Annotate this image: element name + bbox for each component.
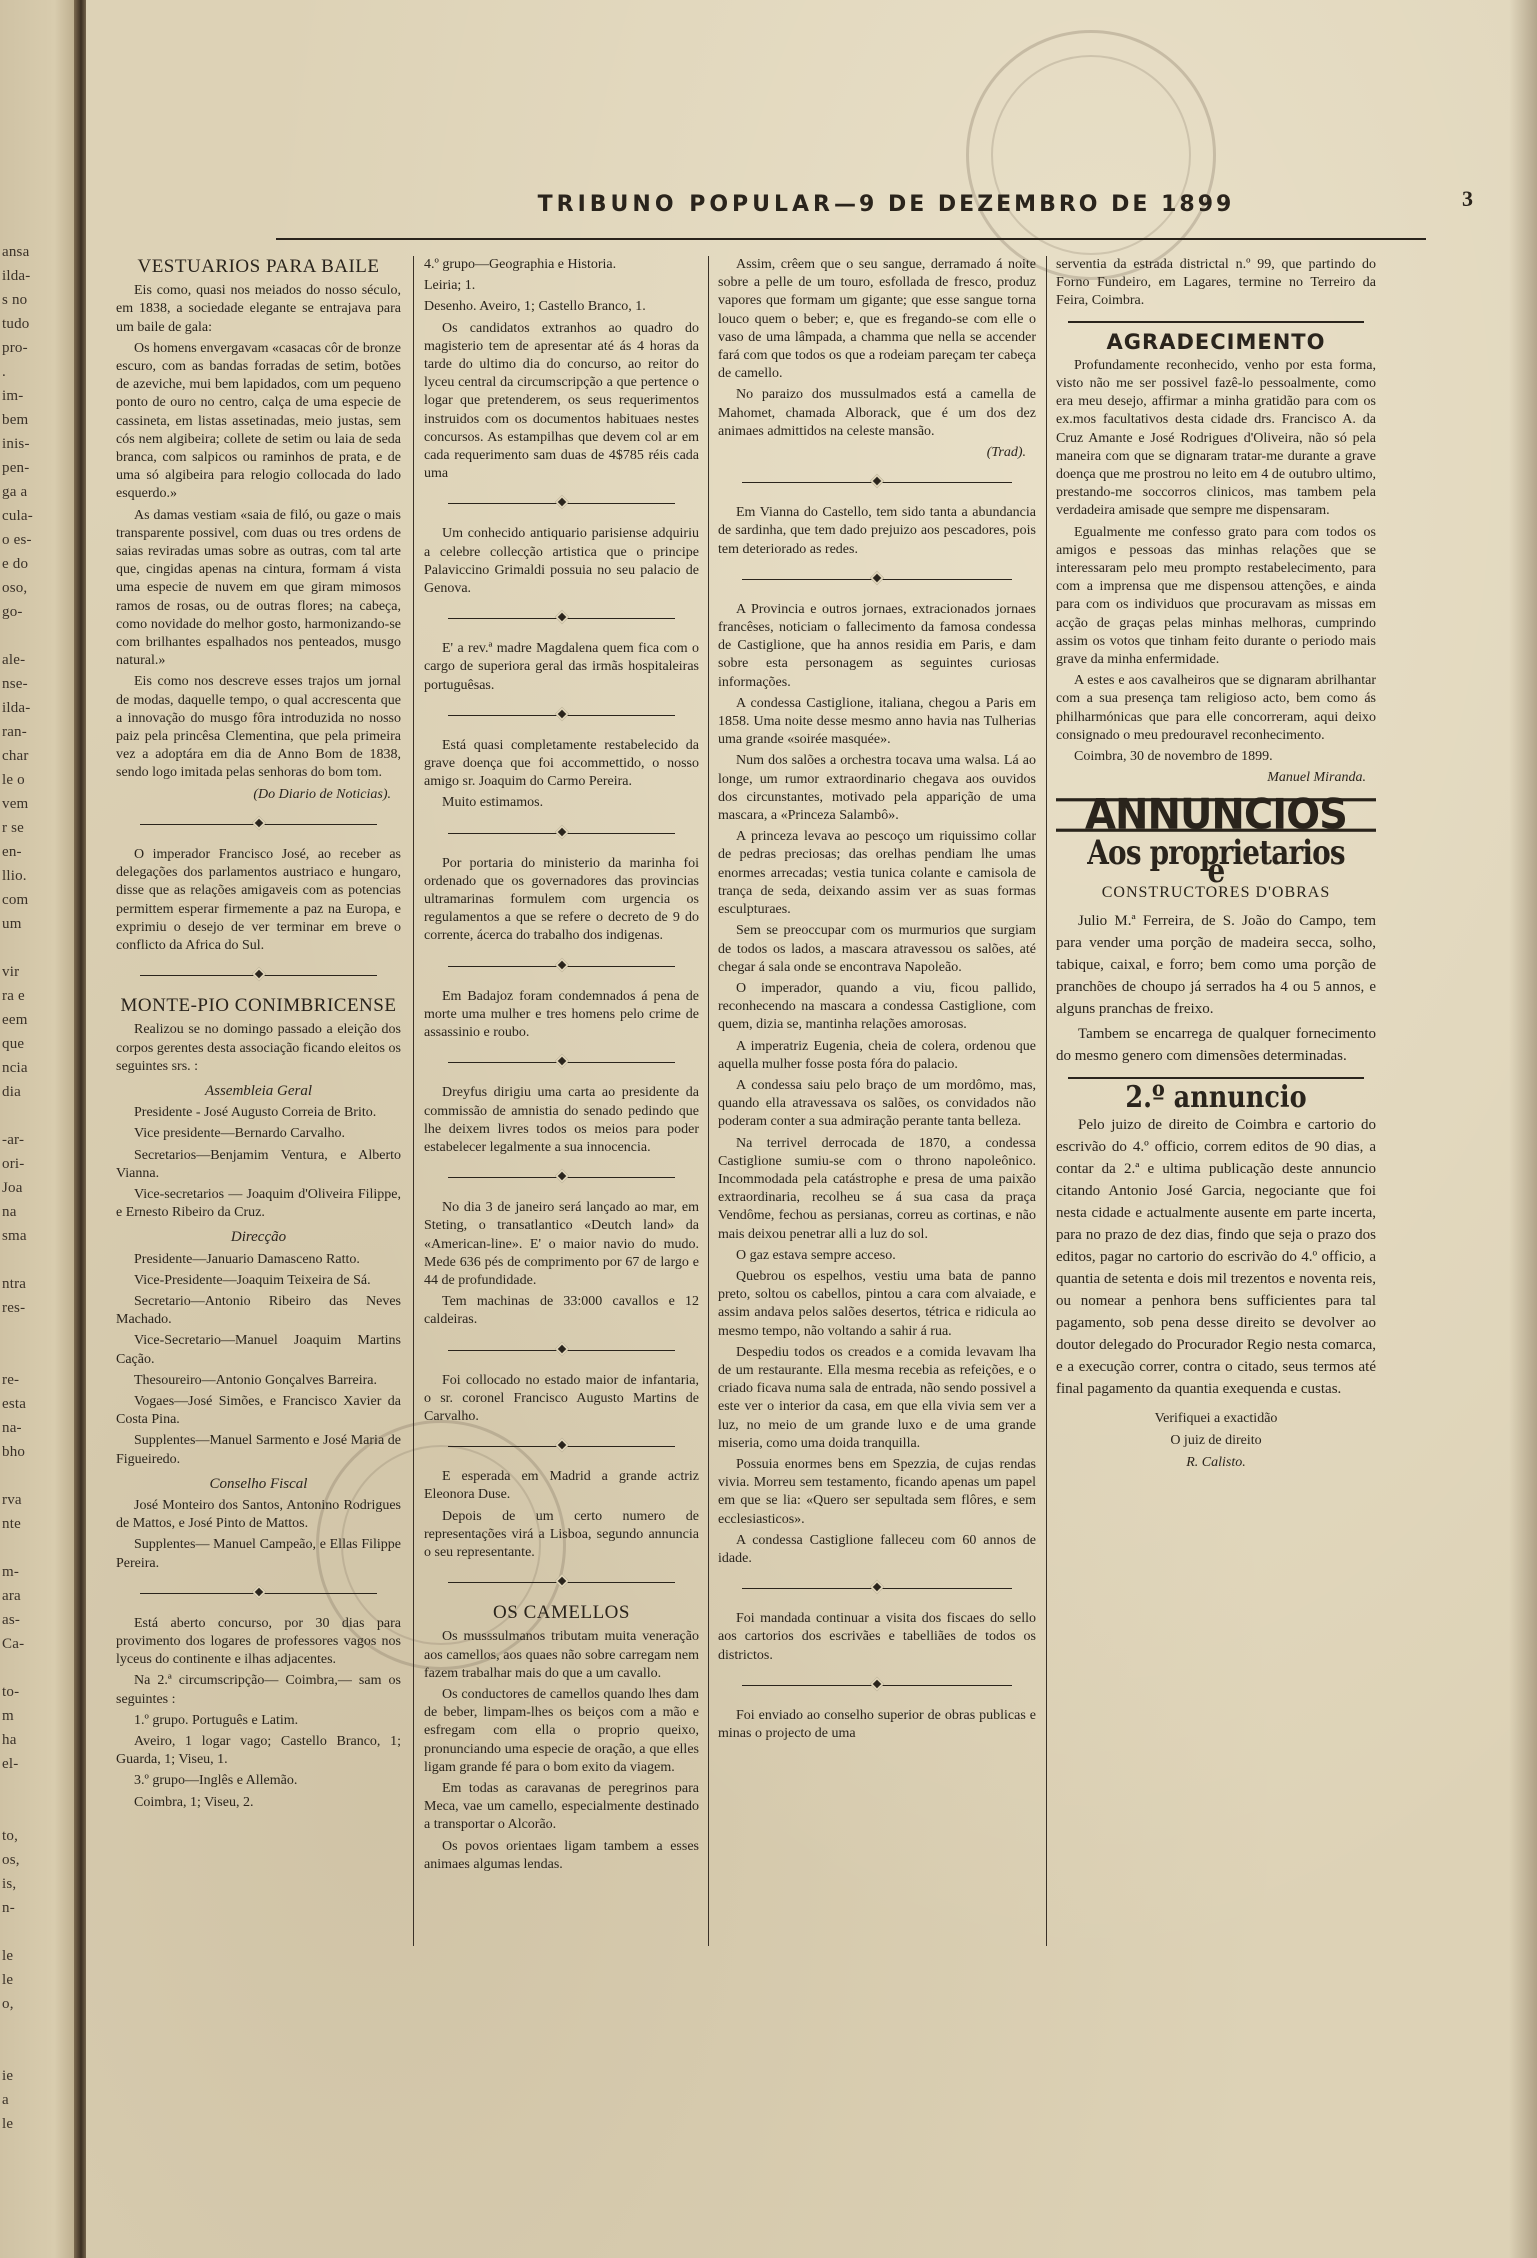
- ad2-body: [1056, 1114, 1376, 1400]
- ad1-subtitle: CONSTRUCTORES D'OBRAS: [1101, 884, 1331, 902]
- ad1-title: Aos proprietarios e: [1087, 832, 1345, 891]
- list-item: Secretario—Antonio Ribeiro das Neves Machado.: [116, 1293, 401, 1328]
- castiglione-paragraph: Quebrou os espelhos, vestiu uma bata de panno preto, soltou os cabellos, pintou a cara com alvaiade, e assim andava pelos salões desertos, tétrica e ridicula ao mesmo tempo, não voltando a sahir á rua.: [718, 1268, 1036, 1339]
- previous-page-strip: [0, 0, 78, 2258]
- list-item: Vogaes—José Simões, e Francisco Xavier da Costa Pina.: [116, 1393, 401, 1428]
- column-4: [1056, 256, 1376, 1476]
- agradecimento-paragraph: Profundamente reconhecido, venho por esta forma, visto não me ser possivel fazê-lo pessoalmente, como era meu desejo, affirmar a minha gratidão para com os ex.mos facultativos desta cidade drs. Francisco A. da Cruz Amante e José Rodrigues d'Oliveira, não só pela maneira com que se dignaram tratar-me durante a grave doença que me prostrou no leito em 4 de outubro ultimo, prestando-me soccorros clinicos, mas tambem pela verdadeira amisade que sempre me dispensaram.: [1056, 357, 1376, 519]
- camellos-continued: Assim, crêem que o seu sangue, derramado á noite sobre a pelle de um touro, esfollada de fresco, produz vapores que formam um gigante; que esse sangue torna louco quem o beber; e, que es fregando-se com elle o vaso de uma lâmpada, a chamma que nella se accender fará com que todos os que a rodeiam pareçam ter cabeça de camello.: [718, 257, 1036, 382]
- concurso-paragraph: 3.º grupo—Inglês e Allemão.: [134, 1773, 298, 1789]
- list-item: Presidente - José Augusto Correia de Brito.: [134, 1105, 377, 1121]
- sardinha-paragraph: Em Vianna do Castello, tem sido tanta a abundancia de sardinha, que tem dado prejuizo aos pescadores, pois tem deteriorado as redes.: [718, 505, 1036, 557]
- madalena-paragraph: E' a rev.ª madre Magdalena quem fica com o cargo de superiora geral das irmãs hospitaleiras portuguêsas.: [424, 641, 699, 693]
- agradecimento-signature: Manuel Miranda.: [1267, 770, 1366, 786]
- castiglione-paragraph: A princeza levava ao pescoço um riquissimo collar de pedras preciosas; das orelhas pendiam lhe umas enormes arrecadas; vestia tunica colante e camisola de trança de seda, deixando assim ver as suas formas esculpturaes.: [718, 829, 1036, 918]
- annuncios-title: ANNUNCIOS: [1056, 799, 1376, 833]
- imperador-paragraph: O imperador Francisco José, ao receber as delegações dos parlamentos austriaco e hungaro, disse que as relações amigaveis com as potencias permittem esperar firmemente a paz na Europa, e exprimiu o desejo de ver terminar em breve o conflicto da Africa do Sul.: [116, 846, 401, 953]
- camellos-paragraph: Os povos orientaes ligam tambem a esses animaes algumas lendas.: [424, 1838, 699, 1872]
- ad1-paragraph: Julio M.ª Ferreira, de S. João do Campo, tem para vender uma porção de madeira secca, solho, tabique, caixal, e forro; bem como uma porção de pranchões de choupo já serrados ha 4 ou 5 annos, e alguns pranchas de freixo.: [1056, 913, 1376, 1018]
- separator: [140, 1587, 377, 1601]
- newspaper-page: [86, 0, 1537, 2258]
- castiglione-paragraph: O imperador, quando a viu, ficou pallido, reconhecendo na mascara a condessa Castiglione, com quem, dizia se, mantinha relações amorosas.: [718, 980, 1036, 1033]
- library-stamp-top: [966, 30, 1216, 280]
- agradecimento-paragraph: A estes e aos cavalheiros que se dignaram abrilhantar com a sua presença tam religioso acto, bem como ás philharmónicas que para elle concorreram, aqui deixo consignado o meu predouravel reconhecimento.: [1056, 673, 1376, 743]
- duse-paragraph: Depois de um certo numero de representações virá a Lisboa, segundo annuncia o seu representante.: [424, 1508, 699, 1560]
- separator: [742, 573, 1012, 587]
- coronel-paragraph: Foi collocado no estado maior de infantaria, o sr. coronel Francisco Augusto Martins de Carvalho.: [424, 1372, 699, 1424]
- list-item: Presidente—Januario Damasceno Ratto.: [134, 1251, 360, 1267]
- separator: [448, 1440, 675, 1454]
- vestuarios-paragraph: Os homens envergavam «casacas côr de bronze escuro, com as bandas forradas de setim, botões de azeviche, mui bem lapidados, com um pequeno ponto de ouro no centro, calça de uma especie de cassineta, em listas assetinadas, meio justas, sem cós nem algibeira; collete de setim ou laia de seda branca, com salpicos ou raminhos de prata, e de uma só algibeira para relogio collocada do lado esquerdo.»: [116, 340, 401, 502]
- concurso-continued: Leiria; 1.: [424, 278, 476, 294]
- ad2-verify: Verifiquei a exactidão: [1154, 1410, 1278, 1426]
- publication-name: TRIBUNO POPULAR: [537, 192, 834, 217]
- ad1-body: [1056, 910, 1376, 1067]
- vestuarios-paragraph: Eis como nos descreve esses trajos um jornal de modas, daquelle tempo, o qual accrescenta que a innovação do musgo fôra introduzida no nosso paiz pela princêsa Clementina, que pela primeira vez a adoptára em dia de Anno Bom de 1838, sendo logo imitada pelas senhoras do bom tom.: [116, 674, 401, 781]
- concurso-continued: Desenho. Aveiro, 1; Castello Branco, 1.: [424, 299, 646, 315]
- castiglione-paragraph: Na terrivel derrocada de 1870, a condessa Castiglione sumiu-se com o throno napoleônico. Incommodada pela catástrophe e presa de uma paixão extraordinaria, recolheu se á sua casa da praça Vendôme, fechou as persianas, correu as cortinas, e não mais deixou penetrar alli a luz do sol.: [718, 1135, 1036, 1242]
- concurso-continued: 4.º grupo—Geographia e Historia.: [424, 257, 617, 272]
- concurso-paragraph: 1.º grupo. Português e Latim.: [134, 1712, 299, 1728]
- page-number: 3: [1462, 186, 1473, 211]
- concurso-paragraph: Aveiro, 1 logar vago; Castello Branco, 1; Guarda, 1; Viseu, 1.: [116, 1734, 401, 1768]
- castiglione-paragraph: Despediu todos os creados e a comida levavam lha de um restaurante. Ella mesma recebia as refeições, e o criado ficava numa sala de entrada, não sendo possivel a este ver o interior da casa, em que ella vivia sem ver a luz, no meio de um grande luxo e de uma grande miseria, como uma doida tranquilla.: [718, 1344, 1036, 1451]
- ad1-paragraph: Tambem se encarrega de qualquer fornecimento do mesmo genero com dimensões determinadas.: [1056, 1026, 1376, 1065]
- vestuarios-title: VESTUARIOS PARA BAILE: [137, 256, 380, 277]
- list-item: José Monteiro dos Santos, Antonino Rodrigues de Mattos, e José Pinto de Mattos.: [116, 1497, 401, 1532]
- conselho-title: Conselho Fiscal: [209, 1475, 308, 1492]
- castiglione-paragraph: Num dos salões a orchestra tocava uma walsa. Lá ao longe, um rumor extraordinario chegava aos ouvidos dos circunstantes, motivado pela apparição de uma mascara, a «Princeza Salambô».: [718, 753, 1036, 824]
- agradecimento-paragraph: Egualmente me confesso grato para com todos os amigos e pessoas das minhas relações que se interessaram pelo meu prompto restabelecimento, para com a imprensa que me dispensou attenções, e ainda para com os individuos que procuravam as missas em acção de graças pelas minhas melhoras, cumprindo assim os votos que tinham feito durante o periodo mais grave da minha enfermidade.: [1056, 524, 1376, 668]
- camellos-paragraph: Os conductores de camellos quando lhes dam de beber, limpam-lhes os beiços com a mão e esfregam com ella o proprio queixo, pronunciando uma especie de oração, a que elles ligam grande fé para o bom exito da viagem.: [424, 1686, 699, 1775]
- separator: [448, 1344, 675, 1358]
- list-item: Thesoureiro—Antonio Gonçalves Barreira.: [134, 1372, 377, 1388]
- montepio-title: MONTE-PIO CONIMBRICENSE: [120, 995, 397, 1017]
- column-3: [718, 256, 1036, 1746]
- castiglione-paragraph: A Provincia e outros jornaes, extracionados jornaes francêses, noticiam o fallecimento da famosa condessa de Castiglione, que ha annos residia em Paris, e dam sobre esta personagem as seguintes curiosas informações.: [718, 601, 1036, 690]
- joaquim-paragraph: Está quasi completamente restabelecido da grave doença que foi accommettido, o nosso amigo sr. Joaquim do Carmo Pereira.: [424, 737, 699, 790]
- separator: [448, 1056, 675, 1070]
- separator: [140, 969, 377, 983]
- sello-paragraph: Foi mandada continuar a visita dos fiscaes do sello aos cartorios dos escrivães e tabelliães de todos os districtos.: [718, 1611, 1036, 1663]
- castiglione-paragraph: Sem se preoccupar com os murmurios que surgiam de todos os lados, a mascara atravessou os salões, até chegar á sala onde se encontrava Napoleão.: [718, 923, 1036, 975]
- agradecimento-title: AGRADECIMENTO: [1106, 329, 1326, 354]
- assembleia-title: Assembleia Geral: [204, 1082, 313, 1099]
- separator: [742, 1679, 1012, 1693]
- castiglione-paragraph: A condessa Castiglione falleceu com 60 annos de idade.: [718, 1532, 1036, 1566]
- ad2-signature: R. Calisto.: [1186, 1454, 1246, 1470]
- duse-paragraph: E esperada em Madrid a grande actriz Eleonora Duse.: [424, 1469, 699, 1503]
- column-2: [424, 256, 699, 1877]
- castiglione-paragraph: A condessa Castiglione, italiana, chegou a Paris em 1858. Uma noite desse mesmo anno havia nas Tulherias uma grande «soirée masquée».: [718, 695, 1036, 748]
- header-rule: [276, 238, 1426, 240]
- separator: [742, 476, 1012, 490]
- castiglione-paragraph: O gaz estava sempre acceso.: [736, 1247, 896, 1263]
- camellos-continued: No paraizo dos mussulmados está a camella de Mahomet, chamada Alborack, que é um dos dez animaes admittidos na celeste mansão.: [718, 387, 1036, 439]
- transatlantico-paragraph: Tem machinas de 33:000 cavallos e 12 caldeiras.: [424, 1294, 699, 1328]
- concurso-paragraph: Coimbra, 1; Viseu, 2.: [134, 1794, 254, 1810]
- montepio-intro: Realizou se no domingo passado a eleição dos corpos gerentes desta associação ficando eleitos os seguintes srs. :: [116, 1022, 401, 1074]
- camellos-paragraph: Em todas as caravanas de peregrinos para Meca, vae um camello, especialmente destinado a transportar o Alcorão.: [424, 1780, 699, 1833]
- concurso-paragraph: Na 2.ª circumscripção— Coimbra,— sam os seguintes :: [116, 1673, 401, 1707]
- ad2-title: 2.º annuncio: [1125, 1080, 1307, 1116]
- vestuarios-paragraph: Eis como, quasi nos meiados do nosso século, em 1838, a sociedade elegante se entrajava para um baile de gala:: [116, 283, 401, 335]
- list-item: Supplentes—Manuel Sarmento e José Maria de Figueiredo.: [116, 1433, 401, 1467]
- castiglione-paragraph: A condessa saiu pelo braço de um mordômo, mas, quando ella atravessava os salões, os convidados não poderam conter a sua admiração perante tanta belleza.: [718, 1077, 1036, 1130]
- portaria-paragraph: Por portaria do ministerio da marinha foi ordenado que os governadores das provincias ultramarinas formulem com urgencia os regulamentos a que se refere o decreto de 9 do corrente, ácerca do trabalho dos indigenas.: [424, 855, 699, 944]
- separator: [448, 497, 675, 511]
- concurso-paragraph: Está aberto concurso, por 30 dias para provimento dos logares de professores vagos nos lyceus do continente e ilhas adjacentes.: [116, 1615, 401, 1668]
- camellos-paragraph: Os musssulmanos tributam muita veneração aos camellos, aos quaes não sobre carregam nem fazem trabalhar mais do que a um cavallo.: [424, 1629, 699, 1681]
- separator: [742, 1582, 1012, 1596]
- separator: [448, 960, 675, 974]
- camellos-title: OS CAMELLOS: [493, 1602, 630, 1624]
- separator: [448, 1576, 675, 1590]
- column-1: [116, 256, 401, 1815]
- joaquim-paragraph: Muito estimamos.: [442, 795, 544, 811]
- page-edge-shadow: [1509, 0, 1537, 2258]
- separator: [448, 1171, 675, 1185]
- vestuarios-paragraph: As damas vestiam «saia de filó, ou gaze o mais transparente possivel, com duas ou tres ordens de saias reviradas umas sobre as outras, com tal arte que, cingidas apenas na cintura, formam á vista uma especie de nuvem em que giram mimosos ramos de rosas, ou de outras flores; na cabeça, como novidade do melhor gosto, harmonizando-se com brilhantes espalhados nos penteados, musgo natural.»: [116, 507, 401, 669]
- antiquario-paragraph: Um conhecido antiquario parisiense adquiriu a celebre collecção artistica que o principe Palaviccino Grimaldi possuia no seu palacio de Genova.: [424, 526, 699, 597]
- separator: [448, 709, 675, 723]
- column-rule-3: [1046, 256, 1047, 1946]
- concurso-continued: Os candidatos extranhos ao quadro do magisterio tem de apresentar até ás 4 horas da tarde do ultimo dia do concurso, ao reitor do lyceu central da circumscripção a que pertence o logar que pretenderem, os seus requerimentos instruidos com os documentos habituaes nestes concursos. As estampilhas que devem col ar em cada requerimento sam duas de 4$785 réis cada uma: [424, 320, 699, 482]
- castiglione-paragraph: Possuia enormes bens em Spezzia, de cujas rendas vivia. Morreu sem testamento, ficando apenas um papel em que se lia: «Quero ser sepultada sem flôres, e sem ecclesiasticos».: [718, 1456, 1036, 1527]
- section-rule: [1068, 1077, 1364, 1079]
- separator: [448, 612, 675, 626]
- issue-date: —9 DE DEZEMBRO DE 1899: [834, 192, 1235, 217]
- list-item: Supplentes— Manuel Campeão, e Ellas Filippe Pereira.: [116, 1537, 401, 1571]
- previous-page-fragments: ansa ilda- s no tudo pro- . im- bem inis- pen- ga a cula- o es- e do oso, go- ale- nse- ilda- ran- char le o vem r se en- llio. com um vir ra e eem que ncia dia -ar- ori- Joa na sma ntra res- re- esta na- bho rva nte m- ara as- Ca- to- m ha el- to, os, is, n- le le o, ie a le: [2, 244, 33, 2132]
- list-item: Vice-Presidente—Joaquim Teixeira de Sá.: [134, 1272, 371, 1288]
- ad2-judge: O juiz de direito: [1170, 1432, 1262, 1448]
- direccao-title: Direcção: [230, 1229, 287, 1246]
- list-item: Vice-secretarios — Joaquim d'Oliveira Filippe, e Ernesto Ribeiro da Cruz.: [116, 1186, 401, 1221]
- castiglione-paragraph: A imperatriz Eugenia, cheia de colera, ordenou que aquella mulher fosse posta fóra do palacio.: [718, 1038, 1036, 1072]
- agradecimento-date: Coimbra, 30 de novembro de 1899.: [1074, 749, 1273, 765]
- list-item: Vice-Secretario—Manuel Joaquim Martins Cação.: [116, 1333, 401, 1367]
- camellos-source: (Trad).: [986, 445, 1026, 461]
- separator: [448, 827, 675, 841]
- obras-paragraph: Foi enviado ao conselho superior de obras publicas e minas o projecto de uma: [718, 1707, 1036, 1742]
- section-rule: [1068, 321, 1364, 323]
- separator: [140, 818, 377, 832]
- column-rule-1: [413, 256, 414, 1946]
- obras-continued: serventia da estrada districtal n.º 99, que partindo do Forno Fundeiro, em Lagares, termine no Terreiro da Feira, Coimbra.: [1056, 257, 1376, 309]
- list-item: Secretarios—Benjamim Ventura, e Alberto Vianna.: [116, 1147, 401, 1181]
- list-item: Vice presidente—Bernardo Carvalho.: [134, 1126, 346, 1142]
- transatlantico-paragraph: No dia 3 de janeiro será lançado ao mar, em Steting, o transatlantico «Deutch land» da «American-line». E' o maior navio do mudo. Mede 636 pés de comprimento por 67 de largo e 44 de profundidade.: [424, 1200, 699, 1288]
- vestuarios-source: (Do Diario de Noticias).: [253, 786, 391, 802]
- column-rule-2: [708, 256, 709, 1946]
- ad2-paragraph: Pelo juizo de direito de Coimbra e cartorio do escrivão do 4.º officio, correm editos de 90 dias, a contar da 2.ª e ultima publicação deste annuncio citando Antonio José Garcia, negociante que foi nesta cidade e actualmente ausente em parte incerta, para no prazo de dez dias, findo que seja o prazo dos editos, pagar no cartorio do escrivão do 4.º officio, a quantia de setenta e dois mil trezentos e noventa reis, ou nomear a penhora bens sufficientes para tal pagamento, sob pena desse direito se devolver ao doutor delegado do Procurador Regio nesta comarca, e a execução correr, contra o citado, seus termos até final pagamento da quantia exequenda e custas.: [1056, 1116, 1376, 1397]
- masthead: [386, 192, 1386, 217]
- badajoz-paragraph: Em Badajoz foram condemnados á pena de morte uma mulher e tres homens pelo crime de assassinio e roubo.: [424, 988, 699, 1041]
- dreyfus-paragraph: Dreyfus dirigiu uma carta ao presidente da commissão de amnistia do senado pedindo que lhe deixem livres todos os meios para poder estabelecer legalmente a sua innocencia.: [424, 1085, 699, 1155]
